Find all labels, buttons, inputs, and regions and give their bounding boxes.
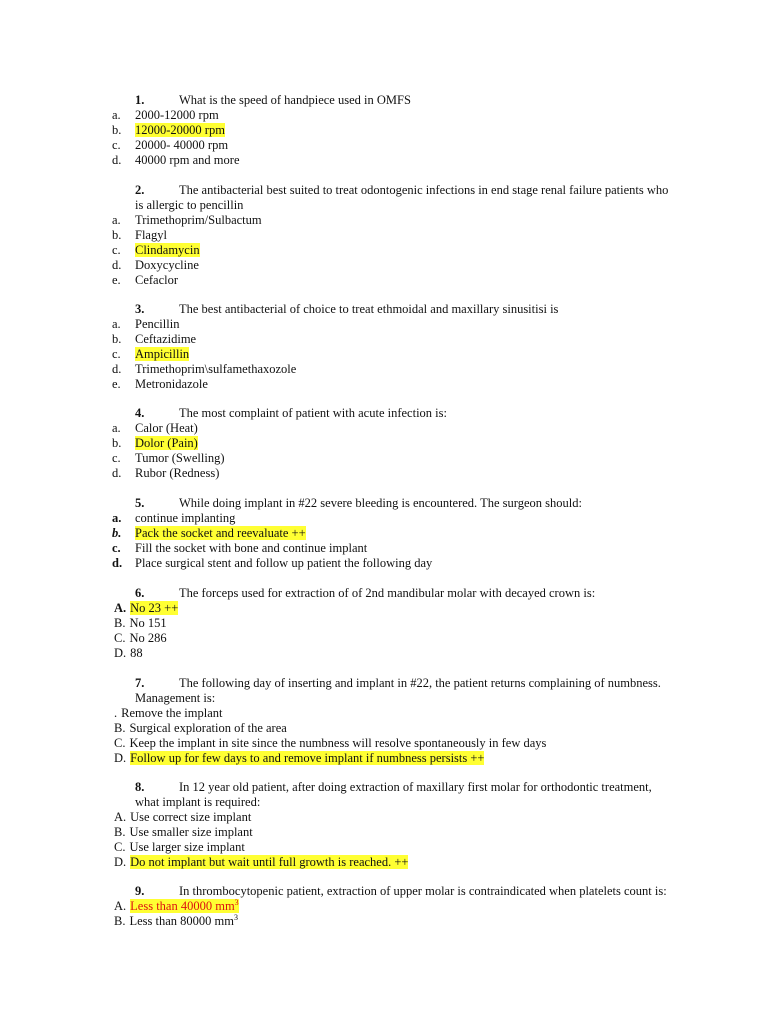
- option-letter: c.: [112, 243, 121, 257]
- option-text: [135, 451, 224, 465]
- highlighted-answer-text: [130, 601, 178, 615]
- option-letter: b.: [112, 123, 122, 137]
- option-letter: C.: [114, 736, 126, 750]
- answer-option: [112, 556, 678, 571]
- option-text-value: Ampicillin: [135, 347, 190, 361]
- answer-option: [112, 362, 678, 377]
- option-text: [135, 153, 240, 167]
- answer-option: [112, 332, 678, 347]
- question-text: What is the speed of handpiece used in OMFS: [179, 93, 411, 107]
- answer-option: [114, 721, 678, 736]
- question-9: [112, 884, 678, 929]
- answer-option: [112, 243, 678, 258]
- question-4: [112, 406, 678, 481]
- question-number: 6.: [135, 586, 145, 600]
- answer-option: [112, 228, 678, 243]
- question-number: 1.: [135, 93, 145, 107]
- question-number: 3.: [135, 302, 145, 316]
- option-letter: c.: [112, 138, 121, 152]
- answer-option: [112, 273, 678, 288]
- question-stem: [112, 780, 678, 810]
- option-text-value: Pencillin: [135, 317, 180, 331]
- answer-option: [112, 466, 678, 481]
- option-text-value: Pack the socket and reevaluate ++: [135, 526, 306, 540]
- question-1: [112, 93, 678, 168]
- option-letter: c.: [112, 347, 121, 361]
- answer-option: [112, 108, 678, 123]
- option-text-value: 88: [130, 646, 143, 660]
- answer-option: [112, 213, 678, 228]
- option-letter: d.: [112, 258, 122, 272]
- highlighted-answer-text: [135, 347, 189, 361]
- option-letter: C.: [114, 631, 126, 645]
- option-text: [129, 631, 166, 645]
- question-number: 9.: [135, 884, 145, 898]
- answer-option: [112, 421, 678, 436]
- option-letter: e.: [112, 273, 121, 287]
- highlighted-answer-text: [135, 436, 198, 450]
- option-letter: .: [114, 706, 118, 720]
- option-text-value: 12000-20000 rpm: [135, 123, 225, 137]
- option-text: [130, 810, 251, 824]
- question-number: 8.: [135, 780, 145, 794]
- answer-option: [114, 914, 678, 929]
- option-letter: A.: [114, 601, 127, 615]
- option-text-value: Use correct size implant: [130, 810, 252, 824]
- option-letter: B.: [114, 825, 126, 839]
- option-text: [135, 421, 198, 435]
- option-text-value: Rubor (Redness): [135, 466, 220, 480]
- question-text: While doing implant in #22 severe bleeding is encountered. The surgeon should:: [179, 496, 582, 510]
- option-text-value: 20000- 40000 rpm: [135, 138, 229, 152]
- option-text-value: Clindamycin: [135, 243, 200, 257]
- answer-option: [114, 736, 678, 751]
- option-letter: a.: [112, 213, 121, 227]
- answer-option: [114, 616, 678, 631]
- option-text-value: Use larger size implant: [129, 840, 245, 854]
- option-text-value: Dolor (Pain): [135, 436, 198, 450]
- question-7: [112, 676, 678, 766]
- answer-option: [112, 377, 678, 392]
- option-text: [135, 138, 228, 152]
- option-text: [129, 840, 244, 854]
- option-letter: d.: [112, 362, 122, 376]
- option-letter: a.: [112, 421, 121, 435]
- highlighted-answer-text: [130, 855, 408, 869]
- option-text: [129, 825, 252, 839]
- option-text-value: Cefaclor: [135, 273, 179, 287]
- option-letter: d.: [112, 556, 123, 570]
- answer-option: [114, 825, 678, 840]
- option-letter: c.: [112, 541, 121, 555]
- question-text: The forceps used for extraction of of 2nd mandibular molar with decayed crown is:: [179, 586, 596, 600]
- option-text-value: Fill the socket with bone and continue implant: [135, 541, 368, 555]
- option-text: [135, 228, 167, 242]
- option-text: [135, 377, 208, 391]
- option-letter: a.: [112, 511, 122, 525]
- question-3: [112, 302, 678, 392]
- answer-option: [112, 258, 678, 273]
- option-letter: C.: [114, 840, 126, 854]
- option-letter: b.: [112, 228, 122, 242]
- answer-option: [114, 631, 678, 646]
- question-6: [112, 586, 678, 661]
- highlighted-answer-text: [130, 899, 239, 913]
- option-text: [135, 332, 196, 346]
- option-letter: b.: [112, 436, 122, 450]
- answer-option: [114, 810, 678, 825]
- answer-option: [112, 317, 678, 332]
- highlighted-answer-text: [130, 751, 484, 765]
- option-letter: a.: [112, 108, 121, 122]
- option-text-value: 2000-12000 rpm: [135, 108, 219, 122]
- question-stem: [112, 406, 678, 421]
- option-text-value: Place surgical stent and follow up patient the following day: [135, 556, 433, 570]
- question-stem: [112, 884, 678, 899]
- option-text: [129, 721, 286, 735]
- option-text-value: No 23 ++: [130, 601, 179, 615]
- option-text-value: Surgical exploration of the area: [129, 721, 287, 735]
- question-number: 5.: [135, 496, 145, 510]
- option-text-value: Calor (Heat): [135, 421, 198, 435]
- option-text: [135, 511, 235, 525]
- option-text: [130, 646, 143, 660]
- highlighted-answer-text: [135, 243, 200, 257]
- option-letter: B.: [114, 721, 126, 735]
- answer-option: [114, 855, 678, 870]
- option-letter: D.: [114, 646, 127, 660]
- highlighted-answer-text: [135, 123, 225, 137]
- answer-option: [114, 840, 678, 855]
- option-letter: B.: [114, 616, 126, 630]
- option-text-value: Less than 80000 mm: [129, 914, 234, 928]
- option-text-value: Remove the implant: [121, 706, 223, 720]
- question-stem: [112, 93, 678, 108]
- option-letter: D.: [114, 751, 127, 765]
- option-letter: b.: [112, 526, 122, 540]
- question-5: [112, 496, 678, 571]
- option-text: [129, 616, 166, 630]
- option-text-value: Doxycycline: [135, 258, 199, 272]
- option-text-value: Keep the implant in site since the numbness will resolve spontaneously in few days: [129, 736, 547, 750]
- answer-option: [112, 541, 678, 556]
- option-text-value: continue implanting: [135, 511, 236, 525]
- question-number: 4.: [135, 406, 145, 420]
- option-letter: a.: [112, 317, 121, 331]
- option-letter: e.: [112, 377, 121, 391]
- option-letter: d.: [112, 153, 122, 167]
- highlighted-answer-text: [135, 526, 306, 540]
- question-text: The following day of inserting and implant in #22, the patient returns complaining of numbness. Management is:: [135, 676, 661, 705]
- option-text: [135, 556, 432, 570]
- answer-option: [114, 646, 678, 661]
- option-letter: b.: [112, 332, 122, 346]
- question-stem: [112, 183, 678, 213]
- question-8: [112, 780, 678, 870]
- option-letter: A.: [114, 810, 127, 824]
- question-text: The best antibacterial of choice to treat ethmoidal and maxillary sinusitisi is: [179, 302, 559, 316]
- option-text: [135, 273, 178, 287]
- option-letter: D.: [114, 855, 127, 869]
- answer-option: [112, 123, 678, 138]
- option-text: [135, 317, 179, 331]
- option-superscript: 3: [233, 912, 238, 922]
- option-text-value: Less than 40000 mm: [130, 899, 235, 913]
- option-text-value: Trimethoprim/Sulbactum: [135, 213, 262, 227]
- answer-option: [112, 526, 678, 541]
- answer-option: [114, 601, 678, 616]
- question-2: [112, 183, 678, 288]
- question-stem: [112, 676, 678, 706]
- answer-option: [112, 451, 678, 466]
- question-stem: [112, 302, 678, 317]
- option-text: [129, 736, 546, 750]
- question-text: The most complaint of patient with acute infection is:: [179, 406, 447, 420]
- question-stem: [112, 496, 678, 511]
- option-text-value: Flagyl: [135, 228, 167, 242]
- option-text-value: Tumor (Swelling): [135, 451, 225, 465]
- question-text: In thrombocytopenic patient, extraction of upper molar is contraindicated when platelets count is:: [179, 884, 667, 898]
- answer-option: [112, 153, 678, 168]
- option-superscript: 3: [234, 897, 239, 907]
- option-text-value: No 151: [129, 616, 167, 630]
- question-number: 7.: [135, 676, 145, 690]
- answer-option: [114, 899, 678, 914]
- option-text-value: No 286: [129, 631, 167, 645]
- question-stem: [112, 586, 678, 601]
- question-number: 2.: [135, 183, 145, 197]
- option-text-value: Do not implant but wait until full growth is reached. ++: [130, 855, 409, 869]
- option-letter: c.: [112, 451, 121, 465]
- answer-option: [114, 751, 678, 766]
- option-text-value: 40000 rpm and more: [135, 153, 240, 167]
- option-text: [129, 914, 238, 928]
- option-text: [135, 213, 262, 227]
- question-text: The antibacterial best suited to treat odontogenic infections in end stage renal failure patients who is allergic to pencillin: [135, 183, 669, 212]
- option-text: [135, 466, 219, 480]
- option-text-value: Trimethoprim\sulfamethaxozole: [135, 362, 297, 376]
- option-text-value: Metronidazole: [135, 377, 208, 391]
- option-text: [135, 108, 219, 122]
- answer-option: [114, 706, 678, 721]
- option-letter: d.: [112, 466, 122, 480]
- option-letter: B.: [114, 914, 126, 928]
- option-text: [121, 706, 222, 720]
- option-text-value: Ceftazidime: [135, 332, 197, 346]
- question-text: In 12 year old patient, after doing extraction of maxillary first molar for orthodontic treatment, what implant is required:: [135, 780, 652, 809]
- option-letter: A.: [114, 899, 127, 913]
- answer-option: [112, 138, 678, 153]
- option-text-value: Follow up for few days to and remove implant if numbness persists ++: [130, 751, 485, 765]
- answer-option: [112, 436, 678, 451]
- option-text-value: Use smaller size implant: [129, 825, 253, 839]
- answer-option: [112, 347, 678, 362]
- option-text: [135, 258, 199, 272]
- option-text: [135, 541, 367, 555]
- answer-option: [112, 511, 678, 526]
- option-text: [135, 362, 296, 376]
